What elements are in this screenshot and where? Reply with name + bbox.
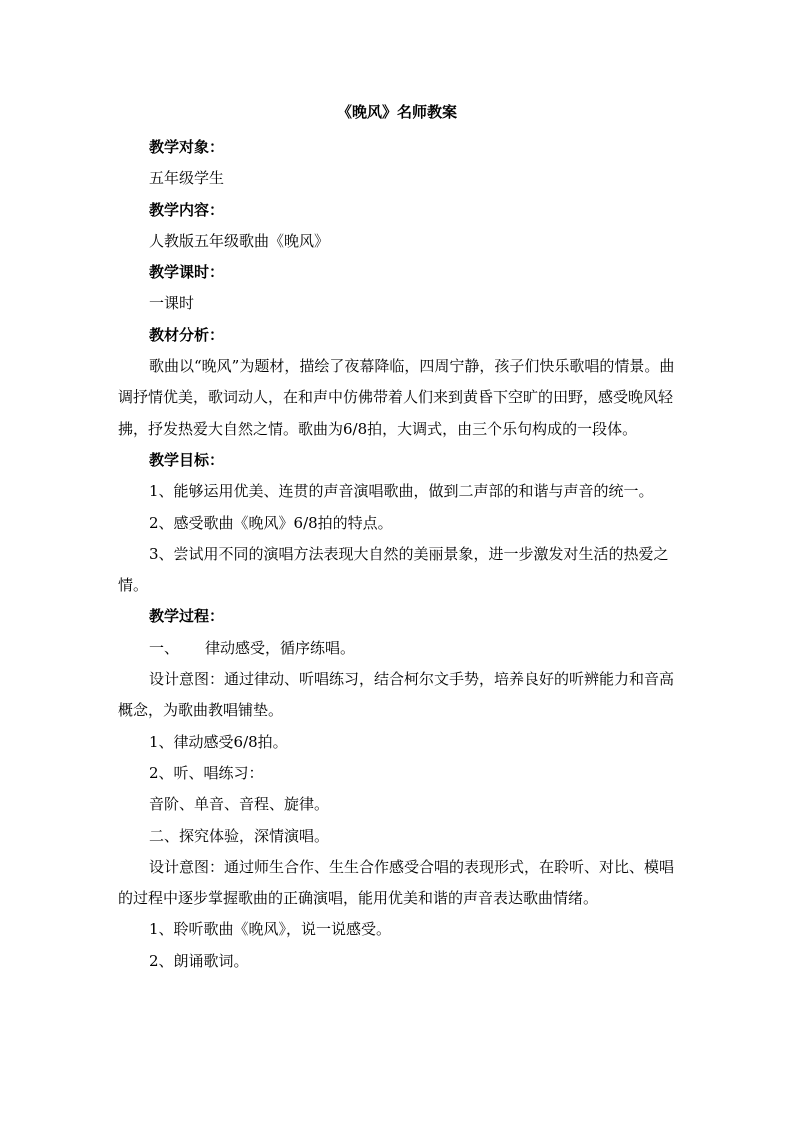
goal-item: 1、能够运用优美、连贯的声音演唱歌曲，做到二声部的和谐与声音的统一。 [149,482,654,501]
step-item-detail: 音阶、单音、音程、旋律。 [149,795,330,814]
step-item: 2、朗诵歌词。 [149,951,249,970]
document-body [118,132,680,977]
process-step-title [118,633,680,664]
document-title: 《晚风》名师教案 [336,103,457,121]
section-heading-hours: 教学课时： [149,263,225,282]
step-number: 一、 [149,638,180,657]
section-heading-goals: 教学目标： [149,450,225,469]
section-heading-object: 教学对象： [149,138,225,156]
section-heading-content: 教学内容： [149,200,225,219]
hours-text: 一课时 [149,294,195,313]
analysis-paragraph: 歌曲以“晚风”为题材，描绘了夜幕降临，四周宁静，孩子们快乐歌唱的情景。曲调抒情优美，歌词动人，在和声中仿佛带着人们来到黄昏下空旷的田野，感受晚风轻拂，抒发热爱大自然之情。歌曲为6/8拍，大调式，由三个乐句构成的一段体。 [118,357,675,438]
content-text: 人教版五年级歌曲《晚风》 [149,231,330,250]
step-item: 1、律动感受6/8拍。 [149,732,288,751]
process-step-title: 二、探究体验，深情演唱。 [149,826,330,845]
design-intent-paragraph: 设计意图：通过律动、听唱练习，结合柯尔文手势，培养良好的听辨能力和音高概念，为歌曲教唱铺垫。 [118,670,675,720]
design-intent-paragraph: 设计意图：通过师生合作、生生合作感受合唱的表现形式，在聆听、对比、模唱的过程中逐步掌握歌曲的正确演唱，能用优美和谐的声音表达歌曲情绪。 [118,857,675,908]
section-heading-process: 教学过程： [149,607,225,626]
section-heading-analysis: 教材分析： [149,325,225,344]
goal-item: 2、感受歌曲《晚风》6/8拍的特点。 [149,513,393,532]
step-item: 2、听、唱练习： [149,763,264,782]
step-item: 1、聆听歌曲《晚风》，说一说感受。 [149,920,392,939]
goal-item: 3、尝试用不同的演唱方法表现大自然的美丽景象，进一步激发对生活的热爱之情。 [118,544,669,595]
object-text: 五年级学生 [149,169,225,188]
step-title: 律动感受，循序练唱。 [205,638,356,657]
